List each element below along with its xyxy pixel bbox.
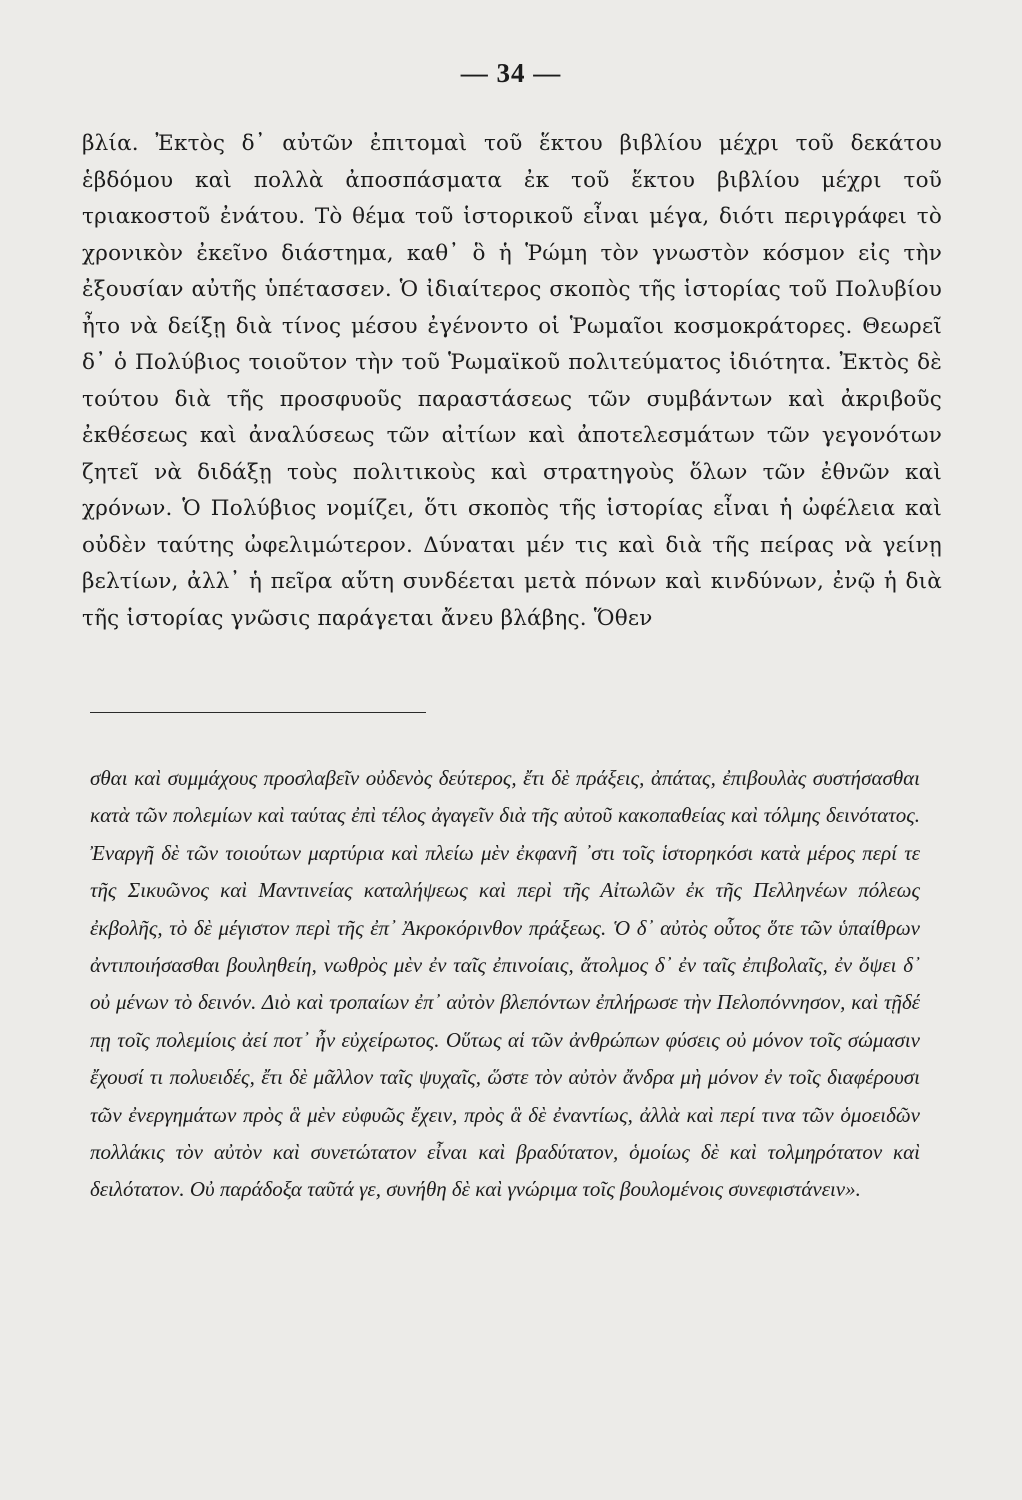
footnote-text: σθαι καὶ συμμάχους προσλαβεῖν οὐδενὸς δεύτερος, ἔτι δὲ πράξεις, ἀπάτας, ἐπιβουλὰς συστήσασθαι κατὰ τῶν πολεμίων καὶ ταύτας ἐπὶ τέλος ἀγαγεῖν διὰ τῆς αὐτοῦ κακοπαθείας καὶ τόλμης δεινότατος. Ἐναργῆ δὲ τῶν τοιούτων μαρτύρια καὶ πλείω μὲν ἐκφανῆ ᾽στι τοῖς ἱστορηκόσι κατὰ μέρος περί τε τῆς Σικυῶνος καὶ Μαντινείας καταλήψεως καὶ περὶ τῆς Αἰτωλῶν ἐκ τῆς Πελληνέων πόλεως ἐκβολῆς, τὸ δὲ μέγιστον περὶ τῆς ἐπ᾽ Ἀκροκόρινθον πράξεως. Ὁ δ᾽ αὐτὸς οὗτος ὅτε τῶν ὑπαίθρων ἀντιποιήσασθαι βουληθείη, νωθρὸς μὲν ἐν ταῖς ἐπινοίαις, ἄτολμος δ᾽ ἐν ταῖς ἐπιβολαῖς, ἐν ὄψει δ᾽ οὐ μένων τὸ δεινόν. Διὸ καὶ τροπαίων ἐπ᾽ αὐτὸν βλεπόντων ἐπλήρωσε τὴν Πελοπόννησον, καὶ τῇδέ πῃ τοῖς πολεμίοις ἀεί ποτ᾽ ἦν εὐχείρωτος. Οὕτως αἱ τῶν ἀνθρώπων φύσεις οὐ μόνον τοῖς σώμασιν ἔχουσί τι πολυειδές, ἔτι δὲ μᾶλλον ταῖς ψυχαῖς, ὥστε τὸν αὐτὸν ἄνδρα μὴ μόνον ἐν τοῖς διαφέρουσι τῶν ἐνεργημάτων πρὸς ἃ μὲν εὐφυῶς ἔχειν, πρὸς ἃ δὲ ἐναντίως, ἀλλὰ καὶ περί τινα τῶν ὁμοειδῶν πολλάκις τὸν αὐτὸν καὶ συνετώτατον εἶναι καὶ βραδύτατον, ὁμοίως δὲ καὶ τολμηρότατον καὶ δειλότατον. Οὐ παράδοξα ταῦτά γε, συνήθη δὲ καὶ γνώριμα τοῖς βουλομένοις συνεφιστάνειν». [90, 766, 920, 1202]
footnote-separator [90, 712, 426, 713]
page-number: — 34 — [460, 58, 562, 88]
main-text: βλία. Ἐκτὸς δ᾽ αὐτῶν ἐπιτομαὶ τοῦ ἕκτου βιβλίου μέχρι τοῦ δεκάτου ἑβδόμου καὶ πολλὰ ἀποσπάσματα ἐκ τοῦ ἕκτου βιβλίου μέχρι τοῦ τριακοστοῦ ἐνάτου. Τὸ θέμα τοῦ ἱστορικοῦ εἶναι μέγα, διότι περιγράφει τὸ χρονικὸν ἐκεῖνο διάστημα, καθ᾽ ὃ ἡ Ῥώμη τὸν γνωστὸν κόσμον εἰς τὴν ἐξουσίαν αὐτῆς ὑπέτασσεν. Ὁ ἰδιαίτερος σκοπὸς τῆς ἱστορίας τοῦ Πολυβίου ἦτο νὰ δείξῃ διὰ τίνος μέσου ἐγένοντο οἱ Ῥωμαῖοι κοσμοκράτορες. Θεωρεῖ δ᾽ ὁ Πολύβιος τοιοῦτον τὴν τοῦ Ῥωμαϊκοῦ πολιτεύματος ἰδιότητα. Ἐκτὸς δὲ τούτου διὰ τῆς προσφυοῦς παραστάσεως τῶν συμβάντων καὶ ἀκριβοῦς ἐκθέσεως καὶ ἀναλύσεως τῶν αἰτίων καὶ ἀποτελεσμάτων τῶν γεγονότων ζητεῖ νὰ διδάξῃ τοὺς πολιτικοὺς καὶ στρατηγοὺς ὅλων τῶν ἐθνῶν καὶ χρόνων. Ὁ Πολύβιος νομίζει, ὅτι σκοπὸς τῆς ἱστορίας εἶναι ἡ ὠφέλεια καὶ οὐδὲν ταύτης ὠφελιμώτερον. Δύναται μέν τις καὶ διὰ τῆς πείρας νὰ γείνῃ βελτίων, ἀλλ᾽ ἡ πεῖρα αὕτη συνδέεται μετὰ πόνων καὶ κινδύνων, ἐνῷ ἡ διὰ τῆς ἱστορίας γνῶσις παράγεται ἄνευ βλάβης. Ὅθεν [82, 131, 942, 631]
